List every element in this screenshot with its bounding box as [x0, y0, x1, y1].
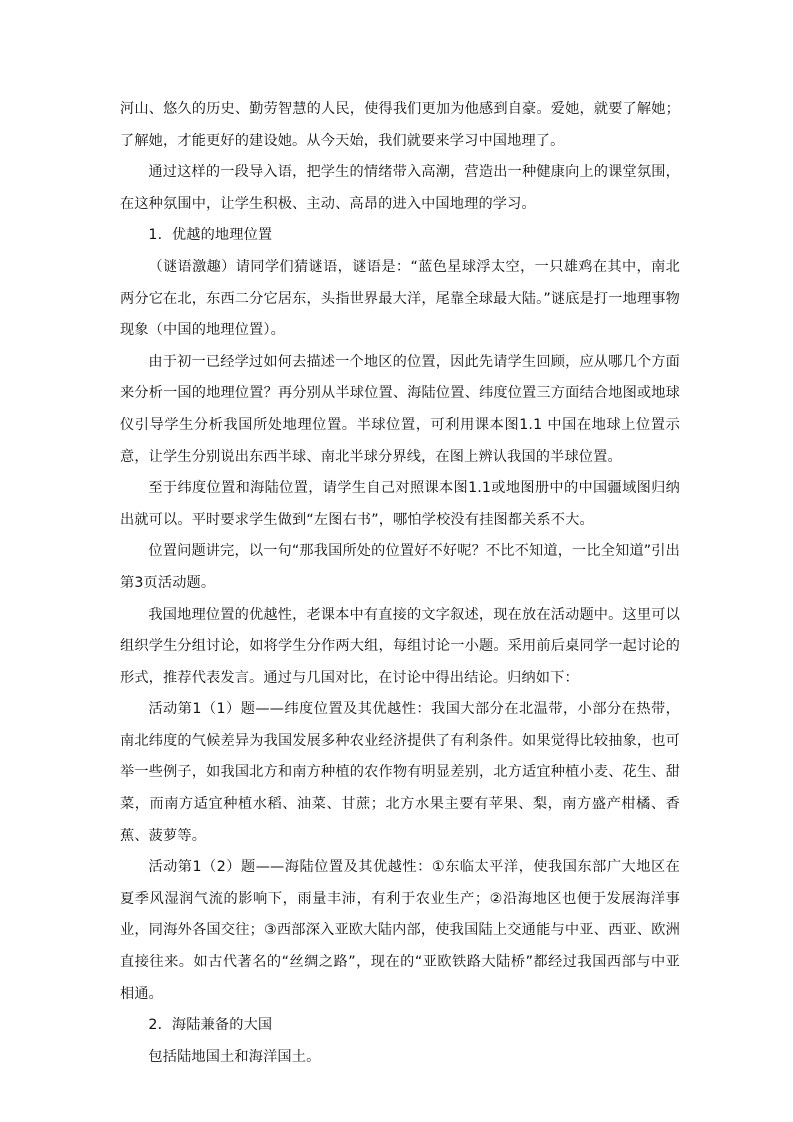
paragraph-activity-2: 活动第1（2）题——海陆位置及其优越性：①东临太平洋，使我国东部广大地区在夏季风湿润气流的影响下，雨量丰沛，有利于农业生产；②沿海地区也便于发展海洋事业，同海外各国交往；③西部深入亚欧大陆内部，使我国陆上交通能与中亚、西亚、欧洲直接往来。如古代著名的“丝绸之路”，现在的“亚欧铁路大陆桥”都经过我国西部与中亚相通。	[120, 859, 680, 1002]
paragraph-territory: 包括陆地国土和海洋国土。	[148, 1048, 321, 1065]
paragraph-position-review: 由于初一已经学过如何去描述一个地区的位置，因此先请学生回顾，应从哪几个方面来分析一国的地理位置？再分别从半球位置、海陆位置、纬度位置三方面结合地图或地球仪引导学生分析我国所处地理位置。半球位置，可利用课本图1.1 中国在地球上位置示意，让学生分别说出东西半球、南北半球分界线，在图上辨认我国的半球位置。	[120, 353, 680, 465]
section-heading-1: 1．优越的地理位置	[148, 227, 273, 244]
paragraph-activity-1: 活动第1（1）题——纬度位置及其优越性：我国大部分在北温带，小部分在热带，南北纬度的气候差异为我国发展多种农业经济提供了有利条件。如果觉得比较抽象，也可举一些例子，如我国北方和南方种植的农作物有明显差别，北方适宜种植小麦、花生、甜菜，而南方适宜种植水稻、油菜、甘蔗；北方水果主要有苹果、梨，南方盛产柑橘、香蕉、菠萝等。	[120, 701, 680, 844]
paragraph-discussion: 我国地理位置的优越性，老课本中有直接的文字叙述，现在放在活动题中。这里可以组织学生分组讨论，如将学生分作两大组，每组讨论一小题。采用前后桌同学一起讨论的形式，推荐代表发言。通过与几国对比，在讨论中得出结论。归纳如下：	[120, 606, 680, 686]
paragraph-transition: 位置问题讲完，以一句“那我国所处的位置好不好呢？不比不知道，一比全知道”引出第3页活动题。	[120, 543, 680, 591]
paragraph-riddle: （谜语激趣）请同学们猜谜语，谜语是：“蓝色星球浮太空，一只雄鸡在其中，南北两分它在北，东西二分它居东，头指世界最大洋，尾靠全球最大陆。”谜底是打一地理事物现象（中国的地理位置）。	[120, 258, 680, 339]
document-page	[120, 94, 680, 1073]
paragraph-1: 河山、悠久的历史、勤劳智慧的人民，使得我们更加为他感到自豪。爱她，就要了解她；了解她，才能更好的建设她。从今天始，我们就要来学习中国地理了。	[120, 101, 680, 149]
paragraph-latitude-sea-land: 至于纬度位置和海陆位置，请学生自己对照课本图1.1或地图册中的中国疆域图归纳出就可以。平时要求学生做到“左图右书”，哪怕学校没有挂图都关系不大。	[120, 480, 680, 528]
paragraph-2: 通过这样的一段导入语，把学生的情绪带入高潮，营造出一种健康向上的课堂氛围，在这种氛围中，让学生积极、主动、高昂的进入中国地理的学习。	[120, 164, 680, 212]
section-heading-2: 2．海陆兼备的大国	[148, 1017, 273, 1034]
